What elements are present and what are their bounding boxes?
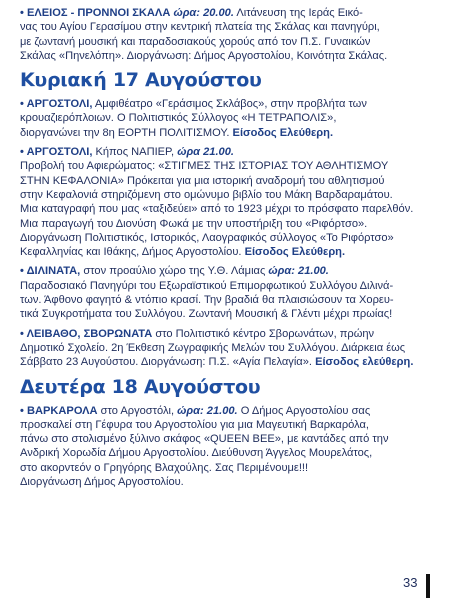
event-text: στο Αργοστόλι,	[97, 404, 178, 417]
event-line	[20, 49, 452, 63]
event-line	[20, 97, 452, 111]
free-entry-note: Είσοδος Ελεύθερη.	[244, 246, 346, 259]
event-text: τικά Συγκροτήματα του Συλλόγου. Ζωντανή Μουσική & Γλέντι μέχρι πρωίας!	[20, 308, 393, 321]
event-text: Σκάλας «Πηνελόπη». Διοργάνωση: Δήμος Αργοστολίου, Κοινότητα Σκάλας.	[20, 49, 388, 62]
event-line	[20, 404, 452, 418]
free-entry-note: Είσοδος ελεύθερη.	[315, 356, 414, 369]
event-line	[20, 341, 452, 355]
event-text: Αμφιθέατρο «Γεράσιμος Σκλάβος», στην προβλήτα των	[92, 98, 367, 111]
event-entry	[20, 6, 452, 63]
bullet: •	[20, 404, 27, 417]
event-entry	[20, 97, 452, 140]
event-text: κρουαζιερόπλοιων. Ο Πολιτιστικός Σύλλογος «Η ΤΕΤΡΑΠΟΛΙΣ»,	[20, 112, 337, 125]
bullet: •	[20, 7, 27, 19]
event-text: προσκαλεί στη Γέφυρα του Αργοστολίου για μια Μαγευτική Βαρκαρόλα,	[20, 418, 369, 431]
event-line	[20, 6, 452, 20]
event-line	[20, 432, 452, 446]
event-line	[20, 202, 452, 216]
event-text: νας του Αγίου Γερασίμου στην κεντρική πλατεία της Σκάλας και πανηγύρι,	[20, 21, 380, 34]
event-line	[20, 327, 452, 341]
event-line	[20, 35, 452, 49]
event-line	[20, 126, 452, 140]
event-line	[20, 418, 452, 432]
event-text: στο Πολιτιστικό κέντρο Σβορωνάτων, πρώην	[152, 327, 375, 340]
event-text: Διοργάνωση Δήμος Αργοστολίου.	[20, 476, 184, 489]
event-text: Ο Δήμος Αργοστολίου σας	[237, 404, 371, 417]
day-heading-monday: Δευτέρα 18 Αυγούστου	[20, 375, 261, 398]
event-text: με ζωντανή μουσική και παραδοσιακούς χορούς από τον Π.Σ. Γυναικών	[20, 35, 371, 48]
event-entry	[20, 327, 452, 370]
event-entry	[20, 145, 452, 259]
free-entry-note: Είσοδος Ελεύθερη.	[232, 126, 334, 139]
event-text: Διοργάνωση Πολιτιστικός, Ιστορικός, Λαογραφικός σύλλογος «Το Ριφόρτσο»	[20, 231, 394, 244]
event-location: ΒΑΡΚΑΡΟΛΑ	[26, 404, 98, 417]
bullet: •	[20, 146, 27, 159]
event-text: πάνω στο στολισμένο ξύλινο σκάφος «QUEEN BEE», με καντάδες από την	[20, 433, 389, 446]
event-text: Παραδοσιακό Πανηγύρι του Εξωραϊστικού Επιμορφωτικού Συλλόγου Διλινά-	[20, 279, 394, 292]
event-text: στην Κεφαλονιά στηριζόμενη στο ομώνυμο βιβλίο του Μάκη Βαρδαραμάτου.	[20, 188, 393, 201]
event-line	[20, 279, 452, 293]
event-text: Προβολή του Αφιερώματος: «ΣΤΙΓΜΕΣ ΤΗΣ ΙΣΤΟΡΙΑΣ ΤΟΥ ΑΘΛΗΤΙΣΜΟΥ	[20, 160, 389, 173]
event-location: ΛΕΙΒΑΘΟ, ΣΒΟΡΩΝΑΤΑ	[26, 327, 153, 340]
bullet: •	[20, 98, 27, 111]
event-line	[20, 475, 452, 489]
event-text: Κεφαλληνίας και Ιθάκης, Δήμος Αργοστολίου.	[20, 246, 245, 259]
event-line	[20, 111, 452, 125]
events-section-2	[20, 97, 452, 369]
event-line	[20, 217, 452, 231]
event-text: των. Άφθονο φαγητό & ντόπιο κρασί. Την βραδιά θα πλαισιώσουν τα Χορευ-	[20, 294, 394, 307]
event-entry	[20, 404, 452, 490]
event-location: ΕΛΕΙΟΣ - ΠΡΟΝΝΟΙ ΣΚΑΛΑ	[26, 7, 174, 19]
day-heading-sunday: Κυριακή 17 Αυγούστου	[20, 69, 262, 92]
event-line	[20, 355, 452, 369]
event-entry	[20, 264, 452, 321]
events-section-1	[20, 6, 452, 63]
event-time: ώρα: 20.00.	[173, 7, 234, 19]
event-text: στον προαύλιο χώρο της Υ.Θ. Λάμιας	[80, 265, 269, 278]
event-text: Δημοτικό Σχολείο. 2η Έκθεση Ζωγραφικής Μελών του Συλλόγου. Διάρκεια έως	[20, 341, 406, 354]
event-location: ΑΡΓΟΣΤΟΛΙ,	[26, 146, 93, 159]
event-text: Λιτάνευση της Ιεράς Εικό-	[233, 7, 363, 19]
event-line	[20, 307, 452, 321]
event-line	[20, 159, 452, 173]
event-line	[20, 293, 452, 307]
page-marker-bar	[426, 574, 430, 598]
bullet: •	[20, 265, 27, 278]
event-time: ώρα 21.00.	[177, 146, 234, 159]
event-text: στο ακορντεόν ο Γρηγόρης Βλαχούλης. Σας Περιμένουμε!!!	[20, 461, 309, 474]
event-text: ΣΤΗΝ ΚΕΦΑΛΟΝΙΑ» Πρόκειται για μια ιστορική αναδρομή του αθλητισμού	[20, 174, 385, 187]
content	[20, 6, 452, 494]
event-text: Σάββατο 23 Αυγούστου. Διοργάνωση: Π.Σ. «Αγία Πελαγία».	[20, 356, 316, 369]
event-location: ΑΡΓΟΣΤΟΛΙ,	[26, 98, 93, 111]
page-number: 33	[403, 575, 418, 590]
event-time: ώρα: 21.00.	[177, 404, 238, 417]
event-text: Μια καταγραφή που μας «ταξιδεύει» από το 1923 μέχρι το πρόσφατο παρελθόν.	[20, 203, 414, 216]
bullet: •	[20, 327, 27, 340]
event-time: ώρα: 21.00.	[268, 265, 329, 278]
event-line	[20, 145, 452, 159]
event-line	[20, 20, 452, 34]
event-text: Ανδρική Χορωδία Δήμου Αργοστολίου. Διεύθυνση Άγγελος Μουρελάτος,	[20, 447, 373, 460]
event-location: ΔΙΛΙΝΑΤΑ,	[26, 265, 81, 278]
events-section-3	[20, 404, 452, 490]
event-line	[20, 446, 452, 460]
event-line	[20, 264, 452, 278]
event-text: Μια παραγωγή του Διονύση Φωκά με την υποστήριξη του «Ριφόρτσο».	[20, 217, 368, 230]
event-line	[20, 231, 452, 245]
event-text: διοργανώνει την 8η ΕΟΡΤΗ ΠΟΛΙΤΙΣΜΟΥ.	[20, 126, 233, 139]
event-line	[20, 245, 452, 259]
event-line	[20, 461, 452, 475]
event-line	[20, 188, 452, 202]
event-text: Κήπος ΝΑΠΙΕΡ,	[92, 146, 178, 159]
event-line	[20, 174, 452, 188]
